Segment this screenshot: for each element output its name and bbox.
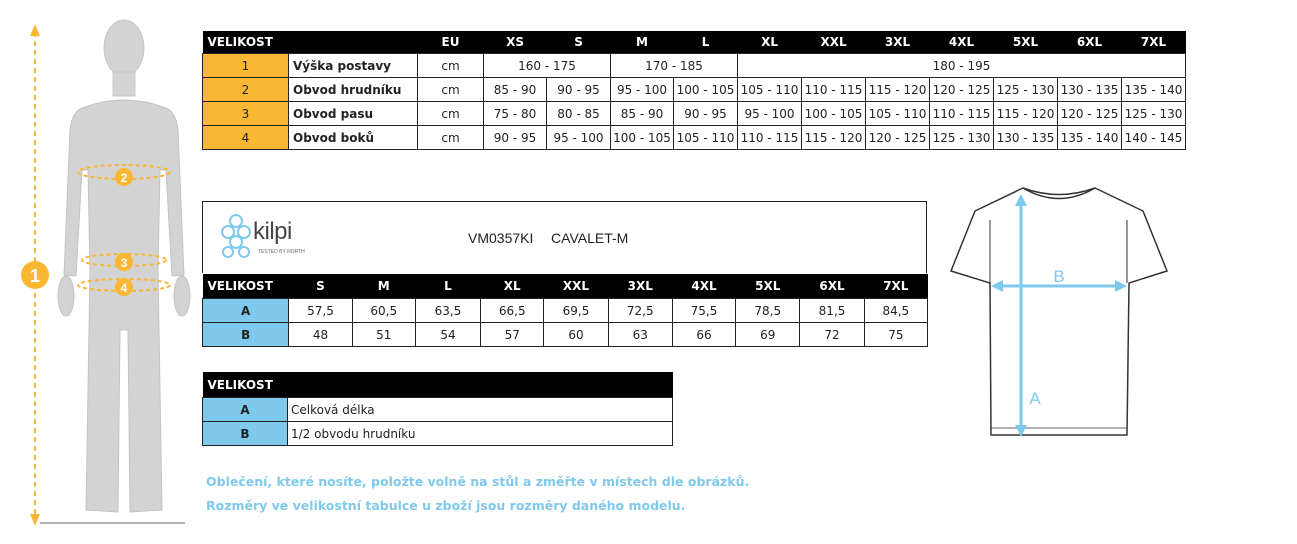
value-cell: 105 - 110 [738,78,802,102]
table2-header-row [203,274,928,299]
legend-table [202,372,673,446]
note-line-2: Rozměry ve velikostní tabulce u zboží jsou rozměry daného modelu. [206,498,686,513]
value-cell: 84,5 [864,299,927,323]
table-row [203,126,1186,150]
marker-2: 2 [120,171,128,185]
value-cell: 66 [672,323,735,347]
product-title [468,230,628,246]
table2-header-3xl: 3XL [608,274,672,299]
table-row [203,398,673,422]
value-cell: 66,5 [481,299,544,323]
value-cell: 105 - 110 [674,126,738,150]
garment-size-table [202,274,928,347]
note-line-1: Oblečení, které nosíte, položte volně na stůl a změřte v místech dle obrázků. [206,474,750,489]
value-cell: 69 [736,323,800,347]
kilpi-logo-icon [219,212,253,262]
row-number: 4 [203,126,289,150]
table-row [203,323,928,347]
table1-header-row [203,31,1186,54]
value-cell: 90 - 95 [547,78,611,102]
table-row [203,102,1186,126]
marker-4: 4 [120,281,128,295]
unit-cell: cm [418,102,484,126]
value-cell: 135 - 140 [1122,78,1186,102]
value-cell: 90 - 95 [674,102,738,126]
row-description: Celková délka [288,398,673,422]
table2-header-xl: XL [481,274,544,299]
row-number: 3 [203,102,289,126]
value-cell: 48 [289,323,352,347]
table-row [203,299,928,323]
label-a: A [1029,389,1041,408]
value-cell: 57 [481,323,544,347]
value-cell: 135 - 140 [1058,126,1122,150]
value-cell: 85 - 90 [484,78,547,102]
brand-name: kilpi [253,218,292,245]
value-cell: 72,5 [608,299,672,323]
table2-header-6xl: 6XL [800,274,864,299]
value-cell: 125 - 130 [1122,102,1186,126]
value-cell: 120 - 125 [1058,102,1122,126]
label-b: B [1053,267,1065,286]
table1-header-xxl: XXL [802,31,866,54]
table1-header-3xl: 3XL [866,31,930,54]
row-label: Obvod hrudníku [289,78,418,102]
table2-header-m: M [352,274,415,299]
value-cell: 130 - 135 [994,126,1058,150]
value-cell: 100 - 105 [674,78,738,102]
table1-header-eu: EU [418,31,484,54]
value-cell: 60,5 [352,299,415,323]
table1-header-m: M [611,31,674,54]
value-cell: 125 - 130 [930,126,994,150]
row-key-b: B [203,323,289,347]
value-cell: 120 - 125 [930,78,994,102]
table2-header-4xl: 4XL [672,274,735,299]
value-cell: 72 [800,323,864,347]
value-cell: 130 - 135 [1058,78,1122,102]
value-cell: 81,5 [800,299,864,323]
row-label: Obvod pasu [289,102,418,126]
row-label: Obvod boků [289,126,418,150]
row-label: Výška postavy [289,54,418,78]
table1-header-velikost: VELIKOST [203,31,418,54]
row-key-a: A [203,299,289,323]
value-cell: 69,5 [544,299,608,323]
marker-1: 1 [29,266,41,286]
value-cell: 110 - 115 [930,102,994,126]
value-cell: 75 - 80 [484,102,547,126]
value-cell: 100 - 105 [611,126,674,150]
value-cell: 105 - 110 [866,102,930,126]
brand-tagline: TESTED BY NORTH [258,249,305,255]
unit-cell: cm [418,126,484,150]
table2-header-s: S [289,274,352,299]
value-cell: 60 [544,323,608,347]
value-cell: 180 - 195 [738,54,1186,78]
value-cell: 125 - 130 [994,78,1058,102]
tshirt-measurement-diagram [945,185,1175,445]
row-key-b: B [203,422,288,446]
body-measurement-figure [0,0,200,530]
value-cell: 51 [352,323,415,347]
value-cell: 115 - 120 [866,78,930,102]
value-cell: 57,5 [289,299,352,323]
value-cell: 100 - 105 [802,102,866,126]
value-cell: 90 - 95 [484,126,547,150]
table2-header-velikost: VELIKOST [203,274,289,299]
table3-header-velikost: VELIKOST [203,372,673,398]
body-size-table [202,31,1186,150]
product-header-box [202,201,927,273]
product-name: CAVALET-M [551,230,629,246]
table3-header-row [203,372,673,398]
value-cell: 75 [864,323,927,347]
table1-header-s: S [547,31,611,54]
unit-cell: cm [418,54,484,78]
table-row [203,54,1186,78]
value-cell: 170 - 185 [611,54,738,78]
marker-3: 3 [120,256,128,270]
value-cell: 115 - 120 [802,126,866,150]
table1-header-l: L [674,31,738,54]
value-cell: 140 - 145 [1122,126,1186,150]
table2-header-5xl: 5XL [736,274,800,299]
value-cell: 85 - 90 [611,102,674,126]
table1-header-7xl: 7XL [1122,31,1186,54]
value-cell: 78,5 [736,299,800,323]
table1-header-xs: XS [484,31,547,54]
value-cell: 160 - 175 [484,54,611,78]
value-cell: 63 [608,323,672,347]
value-cell: 75,5 [672,299,735,323]
table1-header-6xl: 6XL [1058,31,1122,54]
value-cell: 95 - 100 [611,78,674,102]
row-number: 2 [203,78,289,102]
value-cell: 95 - 100 [738,102,802,126]
value-cell: 115 - 120 [994,102,1058,126]
table2-header-xxl: XXL [544,274,608,299]
table-row [203,422,673,446]
row-description: 1/2 obvodu hrudníku [288,422,673,446]
table2-header-l: L [415,274,480,299]
value-cell: 120 - 125 [866,126,930,150]
value-cell: 110 - 115 [738,126,802,150]
row-number: 1 [203,54,289,78]
table-row [203,78,1186,102]
value-cell: 63,5 [415,299,480,323]
table1-header-xl: XL [738,31,802,54]
value-cell: 80 - 85 [547,102,611,126]
product-code: VM0357KI [468,230,534,246]
unit-cell: cm [418,78,484,102]
table2-header-7xl: 7XL [864,274,927,299]
table1-header-4xl: 4XL [930,31,994,54]
value-cell: 95 - 100 [547,126,611,150]
value-cell: 110 - 115 [802,78,866,102]
table1-header-5xl: 5XL [994,31,1058,54]
row-key-a: A [203,398,288,422]
value-cell: 54 [415,323,480,347]
